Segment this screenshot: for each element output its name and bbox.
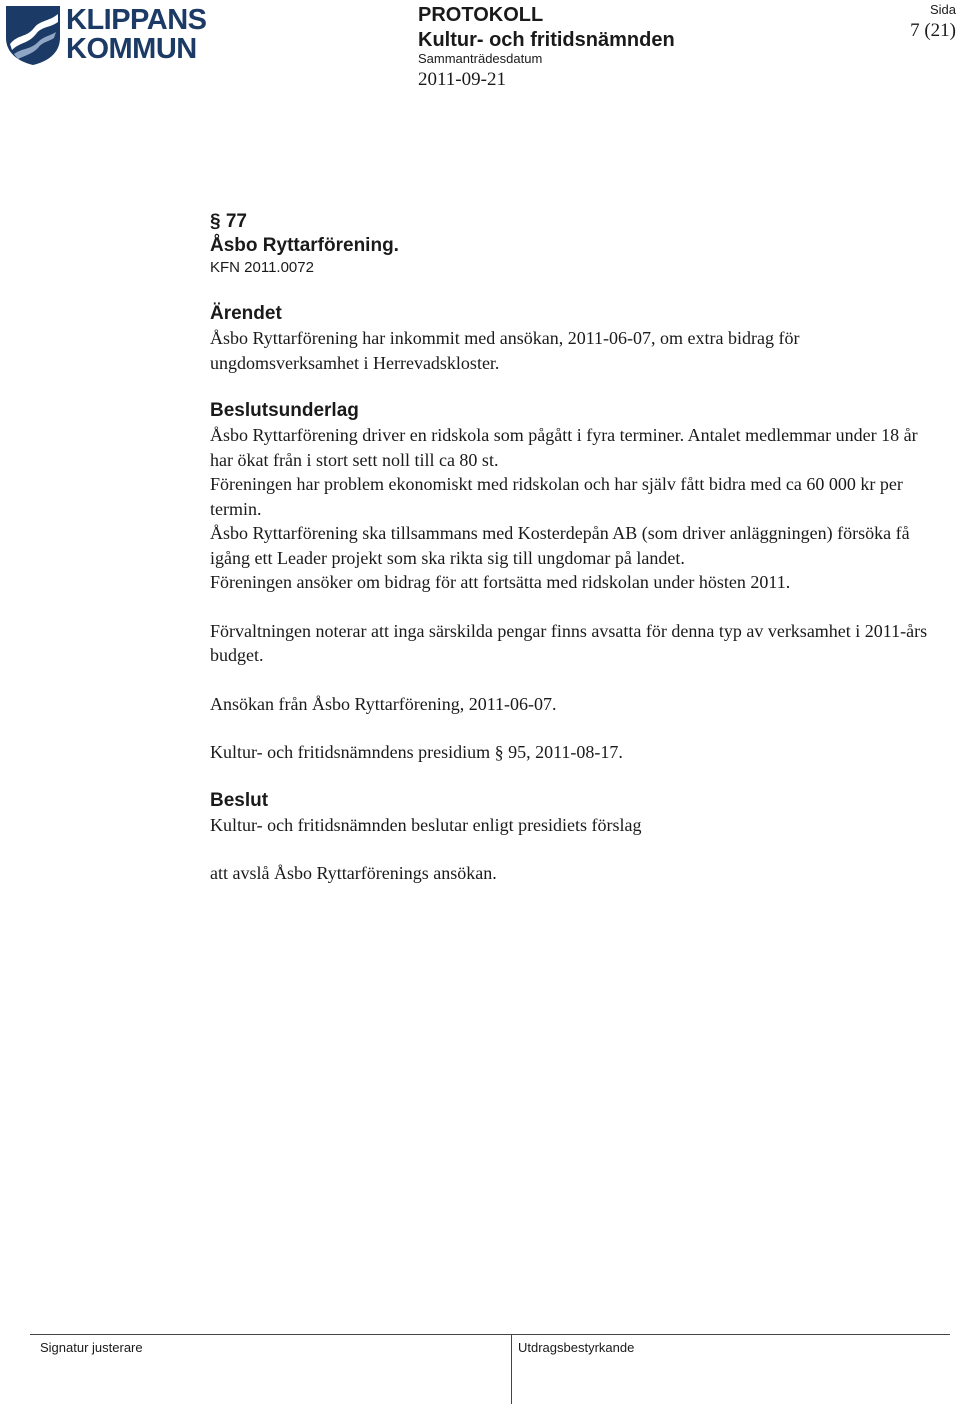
beslutsunderlag-p2: Föreningen har problem ekonomiskt med ridskolan och har själv fått bidra med ca 60 000 kr per termin.: [210, 474, 903, 519]
footer-divider: [511, 1334, 512, 1404]
beslutsunderlag-p7: Kultur- och fritidsnämndens presidium § 95, 2011-08-17.: [210, 742, 623, 762]
page-number: 7 (21): [910, 20, 956, 41]
footer-rule: [30, 1334, 950, 1335]
signature-label: Signatur justerare: [40, 1340, 143, 1355]
committee-name: Kultur- och fritidsnämnden: [418, 29, 675, 51]
logo-line-2: KOMMUN: [66, 33, 197, 65]
beslut-p2: att avslå Åsbo Ryttarförenings ansökan.: [210, 863, 497, 883]
beslutsunderlag-p3: Åsbo Ryttarförening ska tillsammans med Kosterdepån AB (som driver anläggningen) försöka få igång ett Leader projekt som ska rikta sig till ungdomar på landet.: [210, 523, 910, 568]
arendet-text: Åsbo Ryttarförening har inkommit med ansökan, 2011-06-07, om extra bidrag för ungdomsverksamhet i Herrevadskloster.: [210, 328, 800, 373]
paragraph-number: § 77: [210, 211, 247, 232]
beslut-p1: Kultur- och fritidsnämnden beslutar enligt presidiets förslag: [210, 814, 642, 835]
meeting-date-label: Sammanträdesdatum: [418, 51, 543, 66]
beslutsunderlag-p5: Förvaltningen noterar att inga särskilda pengar finns avsatta för denna typ av verksamhet i 2011-års budget.: [210, 620, 928, 665]
shield-logo-icon: [4, 4, 62, 66]
extract-verification-label: Utdragsbestyrkande: [518, 1340, 635, 1355]
document-type: PROTOKOLL: [418, 4, 544, 26]
municipality-logo: [4, 4, 216, 68]
meeting-date: 2011-09-21: [418, 69, 506, 90]
section-heading-beslutsunderlag: Beslutsunderlag: [210, 400, 359, 421]
case-number: KFN 2011.0072: [210, 259, 314, 276]
matter-title: Åsbo Ryttarförening.: [210, 235, 399, 256]
page-label: Sida: [929, 2, 956, 17]
logo-line-1: KLIPPANS: [66, 4, 207, 36]
section-heading-beslut: Beslut: [210, 789, 269, 811]
logo-wordmark: [66, 6, 226, 64]
beslutsunderlag-p4: Föreningen ansöker om bidrag för att fortsätta med ridskolan under hösten 2011.: [210, 572, 791, 592]
beslutsunderlag-p1: Åsbo Ryttarförening driver en ridskola som pågått i fyra terminer. Antalet medlemmar under 18 år har ökat från i stort sett noll till ca 80 st.: [210, 425, 918, 470]
minutes-body: [210, 210, 940, 886]
section-heading-arendet: Ärendet: [210, 303, 282, 324]
beslutsunderlag-p6: Ansökan från Åsbo Ryttarförening, 2011-06-07.: [210, 693, 557, 714]
